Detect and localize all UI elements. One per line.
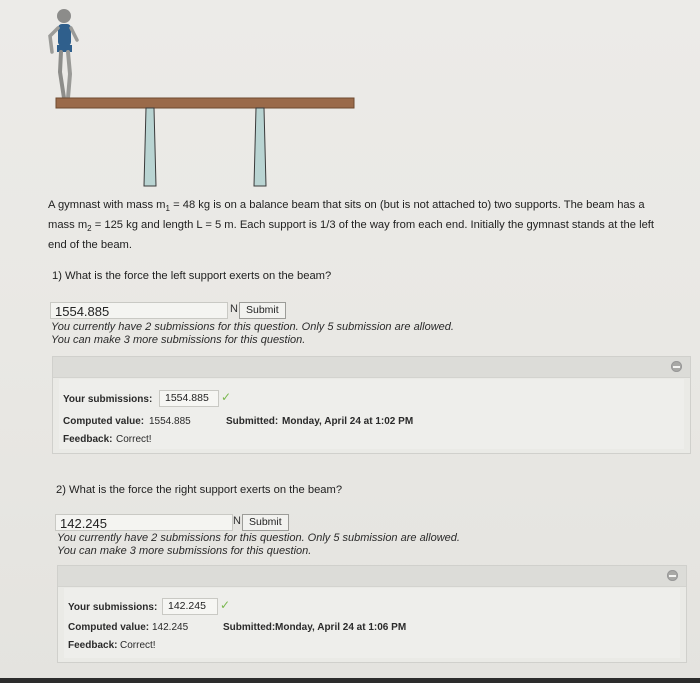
your-submissions-label: Your submissions: bbox=[68, 602, 158, 613]
question-2-prompt: 2) What is the force the right support exerts on the beam? bbox=[56, 484, 343, 496]
question-2-submission-note: You currently have 2 submissions for this question. Only 5 submission are allowed. You can make 3 more submissions for this question. bbox=[57, 532, 460, 557]
question-1-unit: N bbox=[230, 303, 238, 315]
question-2-panel-header[interactable] bbox=[58, 566, 686, 587]
question-2-answer-input[interactable]: 142.245 bbox=[55, 514, 233, 531]
question-1-answer-input[interactable]: 1554.885 bbox=[50, 302, 228, 319]
collapse-icon[interactable] bbox=[667, 570, 678, 581]
question-2-panel-body bbox=[64, 588, 680, 658]
question-2-submissions-panel bbox=[57, 565, 687, 663]
submitted-label: Submitted: bbox=[226, 416, 279, 427]
question-2-unit: N bbox=[233, 515, 241, 527]
gymnast-figure bbox=[50, 9, 77, 98]
feedback-value: Correct! bbox=[116, 434, 152, 445]
question-1-panel-header[interactable] bbox=[53, 357, 690, 378]
computed-value: 142.245 bbox=[152, 622, 189, 633]
feedback-label: Feedback: bbox=[63, 434, 113, 445]
computed-value: 1554.885 bbox=[149, 416, 191, 427]
computed-value-label: Computed value: bbox=[63, 416, 145, 427]
collapse-icon[interactable] bbox=[671, 361, 682, 372]
question-2-answer-row bbox=[55, 514, 295, 533]
question-1-submission-note: You currently have 2 submissions for this question. Only 5 submission are allowed. You can make 3 more submissions for this question. bbox=[51, 321, 454, 346]
question-1-prompt: 1) What is the force the left support exerts on the beam? bbox=[52, 270, 332, 282]
left-support bbox=[144, 108, 156, 186]
computed-value-label: Computed value: bbox=[68, 622, 150, 633]
check-icon: ✓ bbox=[221, 390, 232, 404]
bottom-edge-bar bbox=[0, 678, 700, 683]
balance-beam-figure bbox=[0, 0, 700, 195]
submitted-label: Submitted: bbox=[223, 622, 276, 633]
feedback-value: Correct! bbox=[120, 640, 156, 651]
check-icon: ✓ bbox=[220, 598, 231, 612]
your-submissions-label: Your submissions: bbox=[63, 394, 153, 405]
submitted-value: Monday, April 24 at 1:02 PM bbox=[282, 416, 414, 427]
right-support bbox=[254, 108, 266, 186]
submission-value: 142.245 bbox=[162, 598, 218, 615]
question-2-submit-button[interactable]: Submit bbox=[242, 514, 289, 531]
submitted-value: Monday, April 24 at 1:06 PM bbox=[275, 622, 407, 633]
submission-value: 1554.885 bbox=[159, 390, 219, 407]
question-1-submissions-panel bbox=[52, 356, 691, 454]
question-1-answer-row bbox=[50, 302, 290, 321]
question-1-submit-button[interactable]: Submit bbox=[239, 302, 286, 319]
question-1-panel-body bbox=[59, 379, 684, 449]
problem-statement: A gymnast with mass $m_1 = 48$ kg is on a balance beam that sits on (but is not attached to) two supports. The beam has a mass $m_2 = 125$ kg and length L = 5 m. Each support is 1/3 of the way from each end. Initially the gymnast stands at the left end of the beam. bbox=[48, 199, 655, 252]
feedback-label: Feedback: bbox=[68, 640, 118, 651]
beam bbox=[56, 98, 354, 108]
